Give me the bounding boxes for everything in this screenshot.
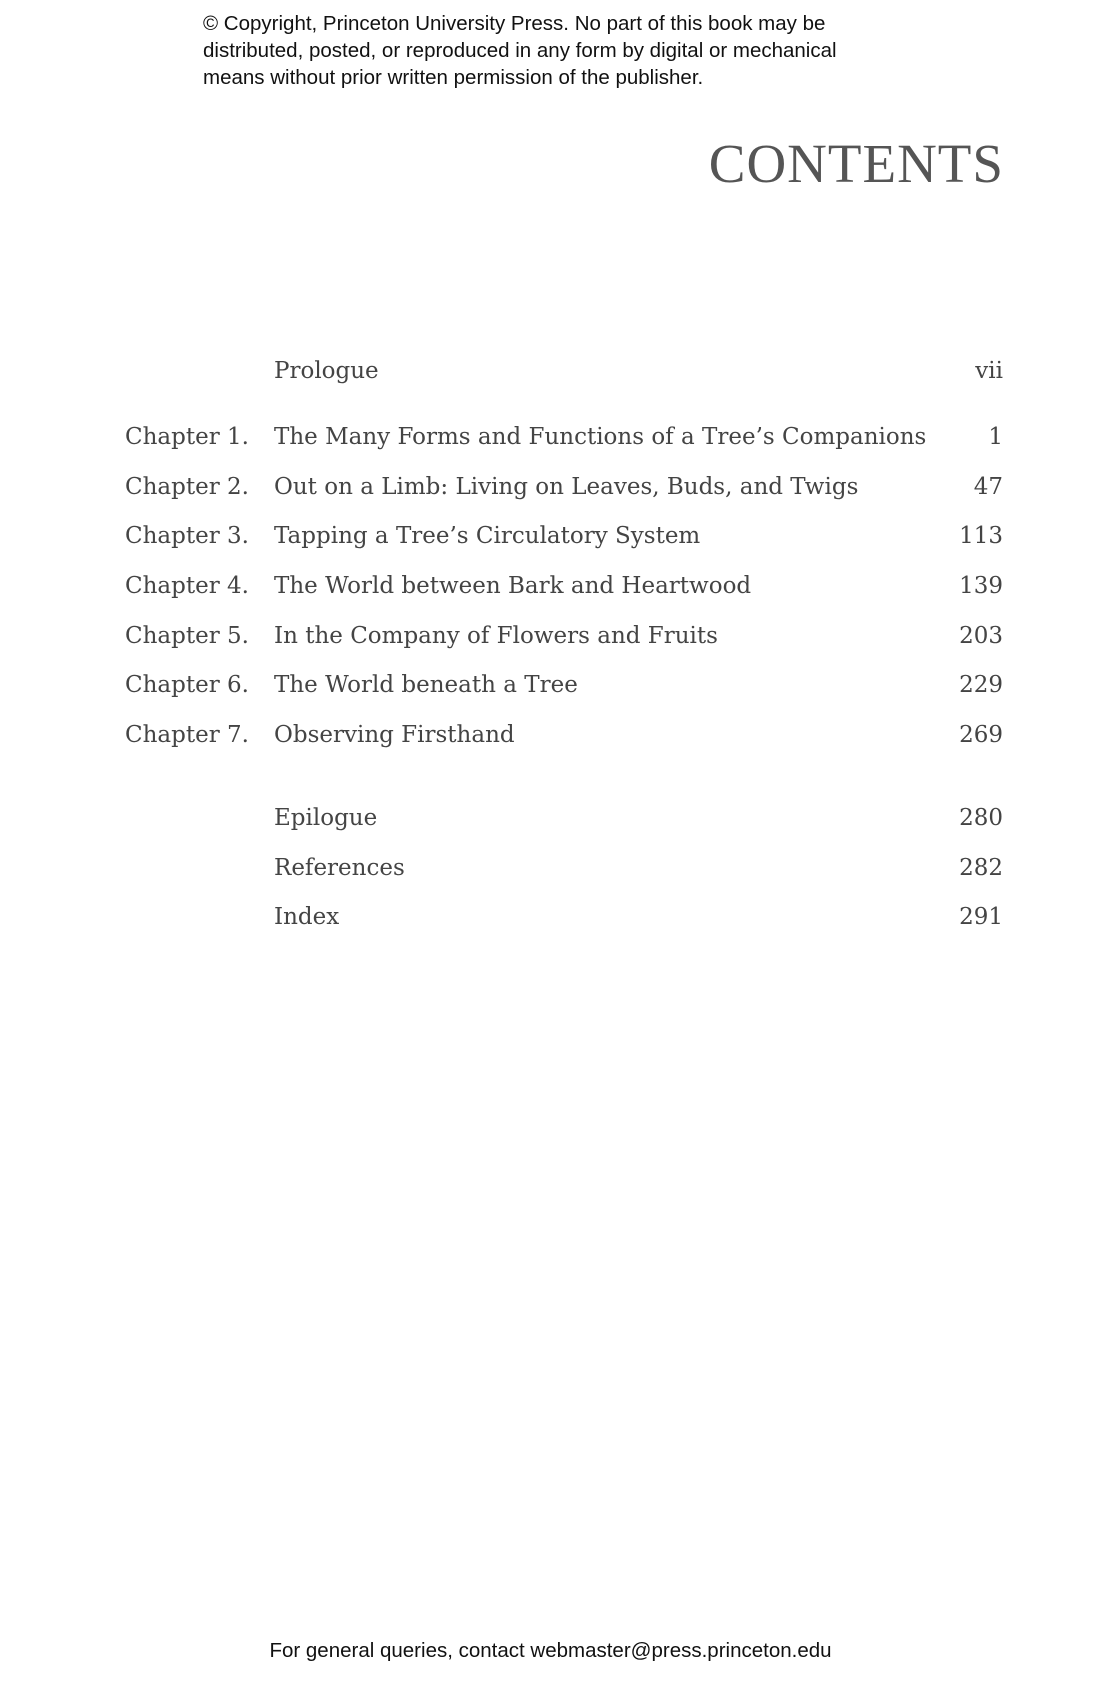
page-title: CONTENTS	[708, 133, 1004, 194]
toc-entry-chapter-3[interactable]	[0, 516, 1101, 556]
toc-entry-title: Prologue	[274, 358, 379, 384]
toc-entry-epilogue[interactable]	[0, 798, 1101, 838]
toc-entry-page: 282	[959, 855, 1003, 881]
toc-entry-prologue[interactable]	[0, 351, 1101, 391]
toc-entry-title: Observing Firsthand	[274, 722, 515, 748]
toc-entry-chapter-label: Chapter 2.	[125, 474, 249, 500]
toc-entry-title: Index	[274, 904, 340, 930]
toc-entry-title: Out on a Limb: Living on Leaves, Buds, and Twigs	[274, 474, 859, 500]
toc-entry-chapter-label: Chapter 6.	[125, 672, 249, 698]
toc-entry-chapter-6[interactable]	[0, 665, 1101, 705]
toc-entry-chapter-7[interactable]	[0, 715, 1101, 755]
toc-entry-page: 229	[959, 672, 1003, 698]
toc-entry-title: The World beneath a Tree	[274, 672, 578, 698]
toc-entry-chapter-label: Chapter 1.	[125, 424, 249, 450]
toc-entry-page: vii	[975, 358, 1003, 384]
toc-entry-title: The Many Forms and Functions of a Tree’s Companions	[274, 424, 927, 450]
toc-entry-page: 280	[959, 805, 1003, 831]
copyright-notice	[203, 10, 923, 91]
toc-entry-chapter-1[interactable]	[0, 417, 1101, 457]
toc-entry-page: 1	[988, 424, 1003, 450]
toc-entry-chapter-label: Chapter 7.	[125, 722, 249, 748]
toc-entry-title: The World between Bark and Heartwood	[274, 573, 752, 599]
toc-entry-chapter-label: Chapter 4.	[125, 573, 249, 599]
toc-entry-page: 139	[959, 573, 1003, 599]
toc-entry-chapter-label: Chapter 5.	[125, 623, 249, 649]
toc-entry-page: 47	[973, 474, 1003, 500]
toc-entry-chapter-5[interactable]	[0, 616, 1101, 656]
toc-entry-title: Epilogue	[274, 805, 378, 831]
toc-entry-page: 291	[959, 904, 1003, 930]
footer-contact: For general queries, contact webmaster@press.princeton.edu	[269, 1639, 832, 1662]
toc-entry-chapter-2[interactable]	[0, 467, 1101, 507]
toc-entry-page: 269	[959, 722, 1003, 748]
copyright-notice-line: distributed, posted, or reproduced in any form by digital or mechanical	[203, 39, 837, 62]
toc-entry-page: 113	[959, 523, 1003, 549]
copyright-notice-line: © Copyright, Princeton University Press. No part of this book may be	[203, 12, 826, 35]
toc-entry-page: 203	[959, 623, 1003, 649]
toc-entry-index[interactable]	[0, 897, 1101, 937]
toc-entry-chapter-label: Chapter 3.	[125, 523, 249, 549]
toc-entry-chapter-4[interactable]	[0, 566, 1101, 606]
toc-entry-title: References	[274, 855, 405, 881]
copyright-notice-line: means without prior written permission of the publisher.	[203, 66, 704, 89]
toc-entry-references[interactable]	[0, 848, 1101, 888]
toc-entry-title: In the Company of Flowers and Fruits	[274, 623, 718, 649]
toc-entry-title: Tapping a Tree’s Circulatory System	[274, 523, 701, 549]
